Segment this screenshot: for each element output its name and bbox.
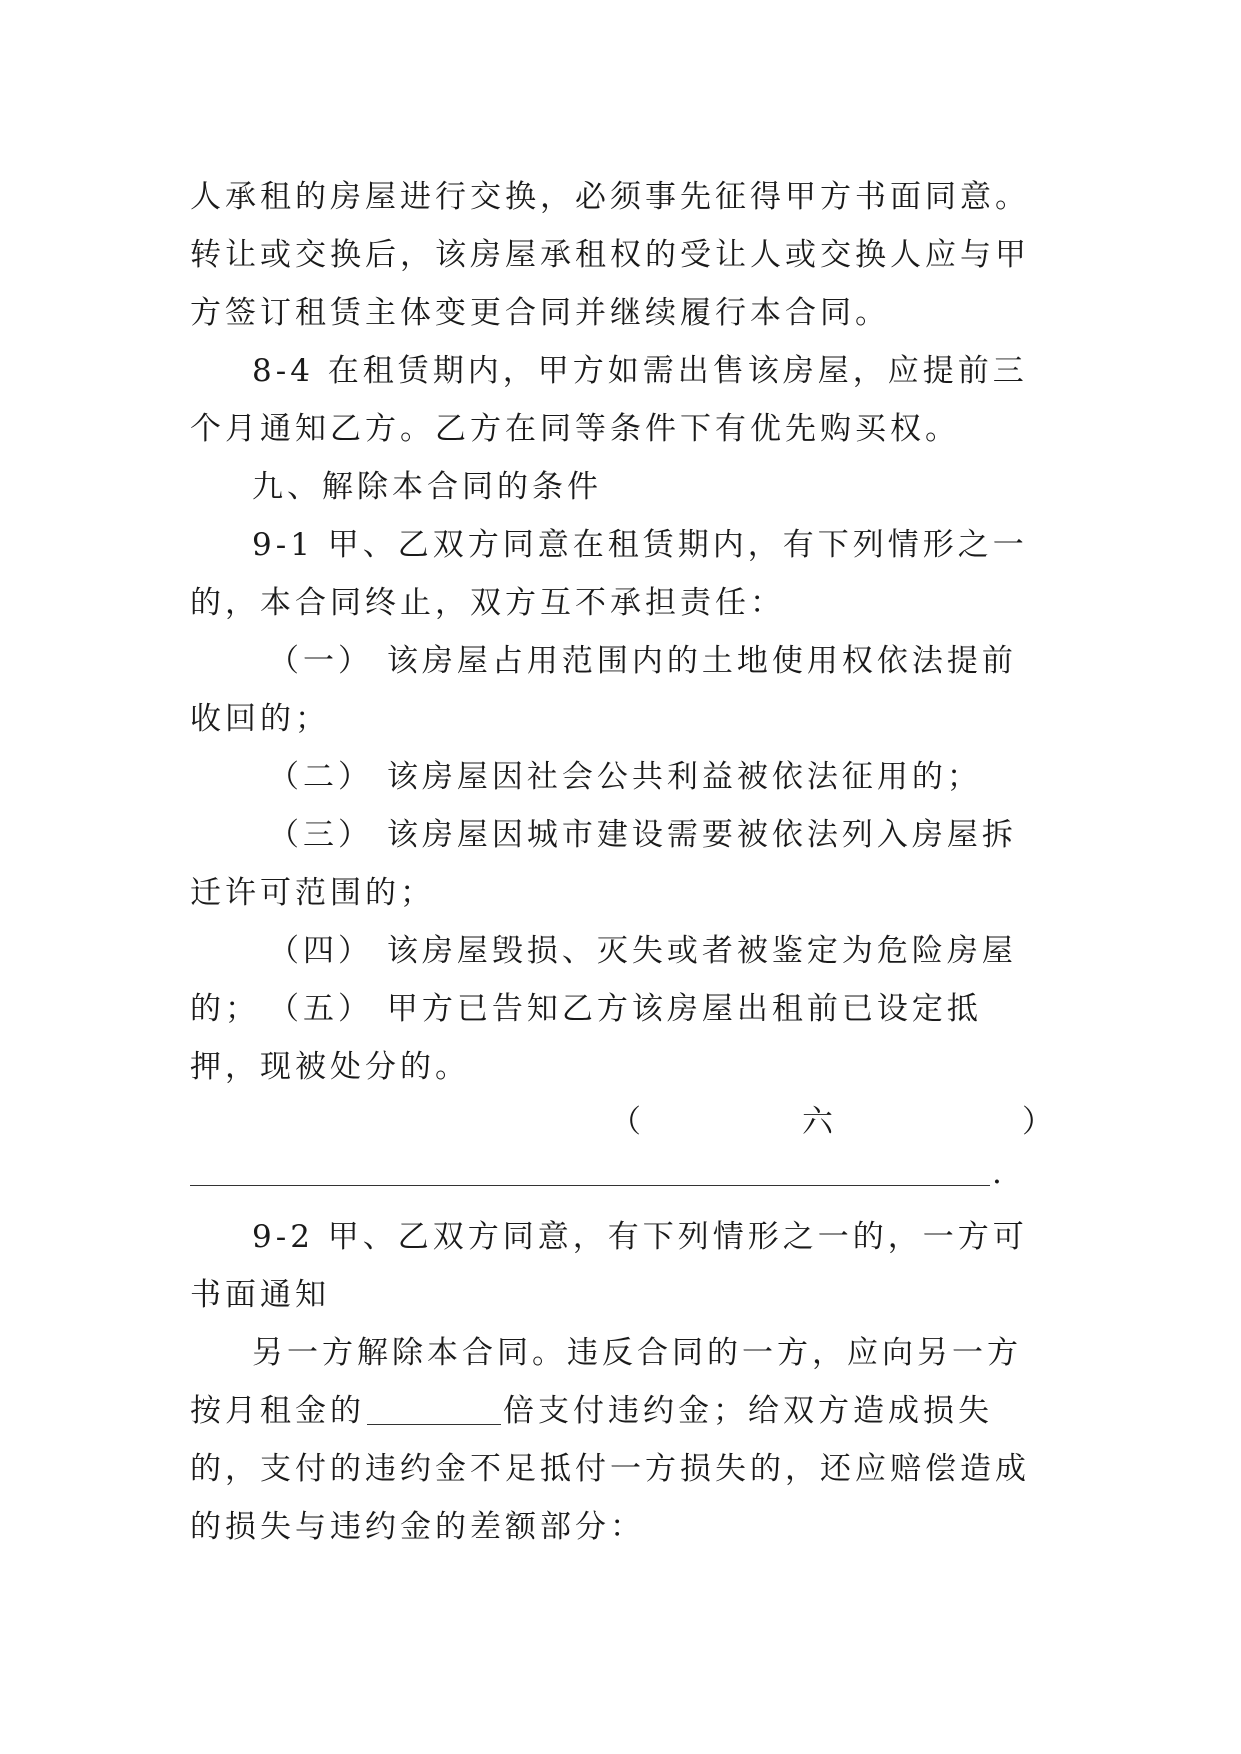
clause-8-4: 8-4 在租赁期内，甲方如需出售该房屋，应提前三个月通知乙方。乙方在同等条件下有优先购买权。 (190, 353, 1028, 447)
item-3: （三） 该房屋因城市建设需要被依法列入房屋拆迁许可范围的； (190, 817, 1017, 911)
item-6-end-dot: . (992, 1155, 1002, 1191)
clause-9-2: 9-2 甲、乙双方同意，有下列情形之一的，一方可书面通知 (190, 1219, 1028, 1313)
clause-9-1: 9-1 甲、乙双方同意在租赁期内，有下列情形之一的，本合同终止，双方互不承担责任： (190, 527, 1028, 621)
item-6-label: 六 (802, 1104, 833, 1140)
item-6-close-paren: ） (1022, 1104, 1053, 1140)
item-6-fill-blank (190, 1185, 990, 1186)
item-5: （五） 甲方已告知乙方该房屋出租前已设定抵押，现被处分的。 (190, 991, 982, 1085)
penalty-text-before: 另一方解除本合同。违反合同的一方，应向另一方按月租金的 (190, 1335, 1022, 1429)
penalty-multiplier-blank (367, 1394, 501, 1425)
item-4: （四） 该房屋毁损、灭失或者被鉴定为危险房屋的； (190, 933, 1017, 1027)
section-heading-9: 九、解除本合同的条件 (252, 469, 602, 505)
penalty-text-after: 倍支付违约金；给双方造成损失的，支付的违约金不足抵付一方损失的，还应赔偿造成的损失与违约金的差额部分： (190, 1393, 1030, 1545)
item-6-open-paren: （ (610, 1104, 641, 1140)
item-2: （二） 该房屋因社会公共利益被依法征用的； (268, 759, 982, 795)
item-1: （一） 该房屋占用范围内的土地使用权依法提前收回的； (190, 643, 1017, 737)
item-6-row (190, 1093, 1053, 1151)
clause-9-2-continued (190, 1324, 1050, 1556)
paragraph-sublease-exchange: 人承租的房屋进行交换，必须事先征得甲方书面同意。转让或交换后，该房屋承租权的受让人或交换人应与甲方签订租赁主体变更合同并继续履行本合同。 (190, 179, 1030, 331)
